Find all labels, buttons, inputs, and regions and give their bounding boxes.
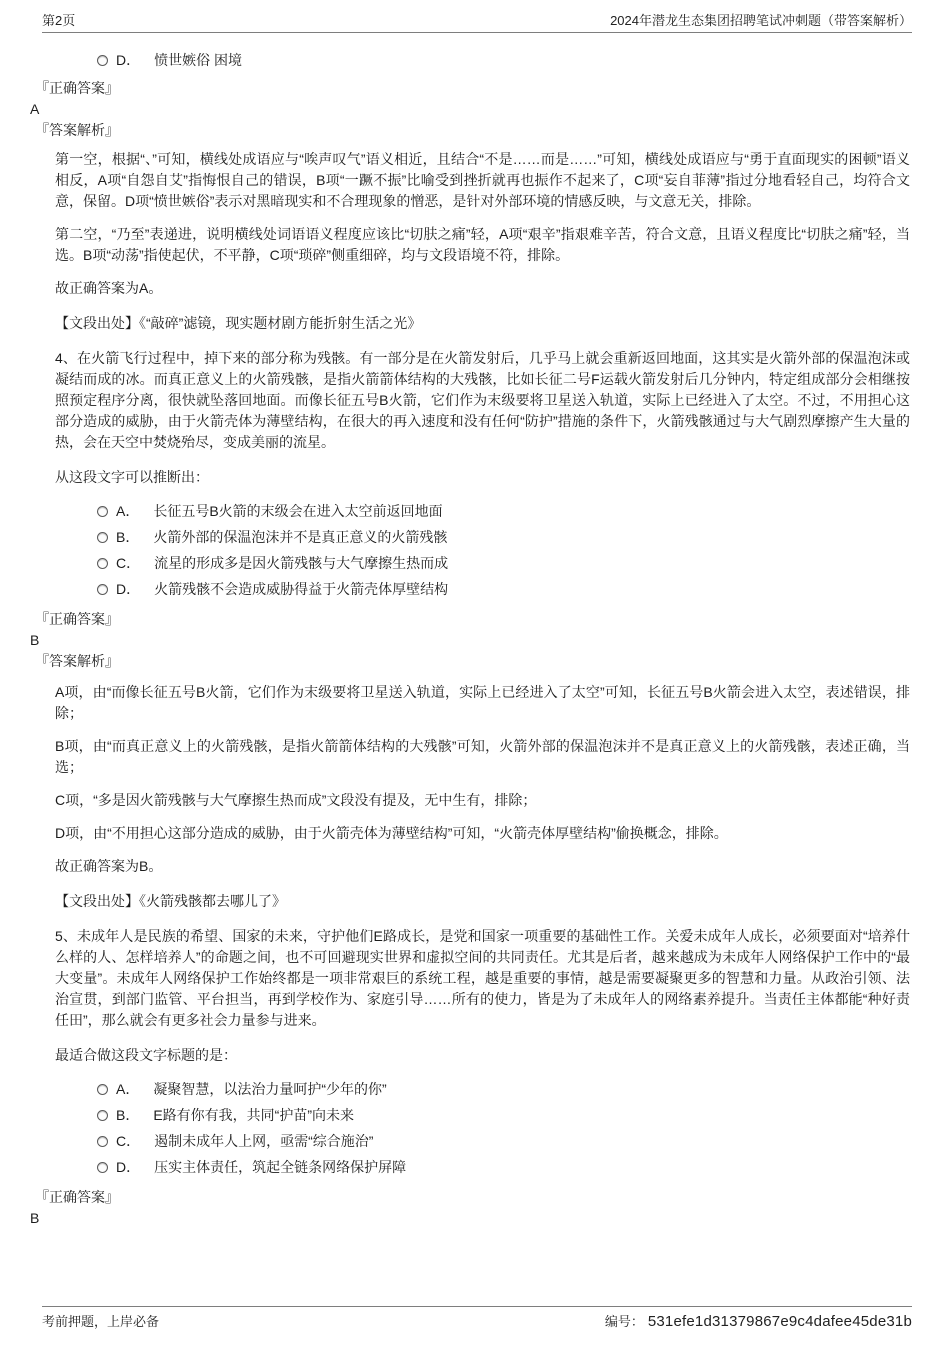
conclusion-line: 故正确答案为B。 (55, 858, 163, 874)
page-content (30, 40, 910, 1229)
question-stem: 4、在火箭飞行过程中，掉下来的部分称为残骸。有一部分是在火箭发射后，几乎马上就会重新返回地面，这其实是火箭外部的保温泡沫或凝结而成的冰。而真正意义上的火箭残骸，是指火箭箭体结构的大残骸，比如长征二号F运载火箭发射后几分钟内，特定组成部分会相继按照预定程序分离，很快就坠落回地面。而像长征五号B火箭，它们作为末级要将卫星送入轨道，实际上已经进入了太空。不过，不用担心这部分造成的威胁，由于火箭壳体为薄壁结构，在很大的再入速度和没有任何“防护”措施的条件下，火箭残骸通过与大气剧烈摩擦产生大量的热，会在天空中焚烧殆尽，变成美丽的流星。 (55, 350, 910, 450)
options-list (97, 1079, 910, 1178)
correct-answer-label: 『正确答案』 (35, 611, 119, 627)
option-text: 凝聚智慧，以法治力量呵护“少年的你” (153, 1081, 387, 1097)
option-text: 长征五号B火箭的末级会在进入太空前返回地面 (153, 503, 443, 519)
radio-icon[interactable] (97, 506, 108, 517)
analysis-paragraph: 第一空，根据“、”可知，横线处成语应与“唉声叹气”语义相近，且结合“不是……而是……”可知，横线处成语应与“勇于直面现实的困顿”语义相反，A项“自怨自艾”指悔恨自己的错误，B项“一蹶不振”比喻受到挫折就再也振作不起来了，C项“妄自菲薄”指过分地看轻自己，均符合文意，保留。D项“愤世嫉俗”表示对黑暗现实和不合理现象的憎恶，是针对外部环境的情感反映，与文意无关，排除。 (55, 151, 910, 209)
analysis-paragraph: C项，“多是因火箭残骸与大气摩擦生热而成”文段没有提及，无中生有，排除； (55, 792, 537, 808)
radio-icon[interactable] (97, 1084, 108, 1095)
option-row[interactable] (97, 1079, 910, 1100)
option-row[interactable] (97, 1105, 910, 1126)
analysis-paragraph: 第二空，“乃至”表递进，说明横线处词语语义程度应该比“切肤之痛”轻，A项“艰辛”指艰难辛苦，符合文意，且语义程度比“切肤之痛”轻，当选。B项“动荡”指使起伏，不平静，C项“琐碎”侧重细碎，均与文段语境不符，排除。 (55, 226, 910, 263)
option-row[interactable] (97, 579, 910, 600)
analysis-paragraph: B项，由“而真正意义上的火箭残骸，是指火箭箭体结构的大残骸”可知，火箭外部的保温泡沫并不是真正意义上的火箭残骸，表述正确，当选； (55, 738, 910, 775)
radio-icon[interactable] (97, 584, 108, 595)
option-letter: A． (116, 503, 140, 519)
radio-icon[interactable] (97, 1110, 108, 1121)
option-letter: B． (116, 1107, 140, 1123)
option-row[interactable] (97, 501, 910, 522)
option-text: 火箭外部的保温泡沫并不是真正意义的火箭残骸 (153, 529, 448, 545)
analysis-paragraph: D项，由“不用担心这部分造成的威胁，由于火箭壳体为薄壁结构”可知，“火箭壳体厚壁结构”偷换概念，排除。 (55, 825, 728, 841)
radio-icon[interactable] (97, 1162, 108, 1173)
radio-icon[interactable] (97, 558, 108, 569)
correct-answer-value: B (30, 1210, 40, 1226)
option-text: 压实主体责任，筑起全链条网络保护屏障 (154, 1159, 407, 1175)
serial-value: 531efe1d31379867e9c4dafee45de31b (647, 1313, 912, 1330)
option-letter: B． (116, 529, 140, 545)
option-row[interactable] (97, 527, 910, 548)
radio-icon[interactable] (97, 532, 108, 543)
source-line: 【文段出处】《“敲碎”滤镜，现实题材剧方能折射生活之光》 (55, 315, 422, 331)
option-row[interactable] (97, 50, 910, 71)
option-row[interactable] (97, 1131, 910, 1152)
option-text: 火箭残骸不会造成威胁得益于火箭壳体厚壁结构 (154, 581, 449, 597)
option-text: E路有你有我，共同“护苗”向未来 (153, 1107, 355, 1123)
page-number: 第2页 (42, 13, 76, 28)
correct-answer-label: 『正确答案』 (35, 1189, 119, 1205)
answer-analysis-label: 『答案解析』 (35, 653, 119, 669)
document-title: 2024年潜龙生态集团招聘笔试冲刺题（带答案解析） (610, 13, 912, 28)
page-footer (42, 1306, 912, 1332)
correct-answer-value: A (30, 101, 40, 117)
serial-label: 编号： (604, 1314, 644, 1329)
option-text: 流星的形成多是因火箭残骸与大气摩擦生热而成 (154, 555, 449, 571)
option-text: 愤世嫉俗 困境 (154, 52, 243, 68)
analysis-paragraph: A项，由“而像长征五号B火箭，它们作为末级要将卫星送入轨道，实际上已经进入了太空”可知，长征五号B火箭会进入太空，表述错误，排除； (55, 684, 910, 721)
option-text: 遏制未成年人上网，亟需“综合施治” (154, 1133, 374, 1149)
option-letter: C． (116, 1133, 141, 1149)
option-letter: D． (116, 581, 141, 597)
option-letter: D． (116, 52, 141, 68)
radio-icon[interactable] (97, 1136, 108, 1147)
source-line: 【文段出处】《火箭残骸都去哪儿了》 (55, 893, 286, 909)
radio-icon[interactable] (97, 55, 108, 66)
footer-serial (605, 1311, 912, 1332)
footer-slogan: 考前押题，上岸必备 (42, 1314, 160, 1329)
correct-answer-value: B (30, 632, 40, 648)
question-stem: 5、未成年人是民族的希望、国家的未来，守护他们E路成长，是党和国家一项重要的基础性工作。关爱未成年人成长，必须要面对“培养什么样的人、怎样培养人”的命题之间，也不可回避现实世界和虚拟空间的共同责任。尤其是后者，越来越成为未成年人网络保护工作中的“最大变量”。未成年人网络保护工作始终都是一项非常艰巨的系统工程，越是重要的事情，越是需要凝聚更多的智慧和力量。从政治引领、法治宣贯，到部门监管、平台担当，再到学校作为、家庭引导……所有的使力，皆是为了未成年人的网络素养提升。当责任主体都能“种好责任田”，那么就会有更多社会力量参与进来。 (55, 928, 910, 1028)
conclusion-line: 故正确答案为A。 (55, 280, 163, 296)
question-prompt: 从这段文字可以推断出： (55, 469, 209, 485)
option-letter: A． (116, 1081, 140, 1097)
option-row[interactable] (97, 1157, 910, 1178)
question-prompt: 最适合做这段文字标题的是： (55, 1047, 237, 1063)
page-header (42, 12, 912, 33)
option-letter: C． (116, 555, 141, 571)
option-row[interactable] (97, 553, 910, 574)
option-letter: D． (116, 1159, 141, 1175)
correct-answer-label: 『正确答案』 (35, 80, 119, 96)
answer-analysis-label: 『答案解析』 (35, 122, 119, 138)
options-list (97, 501, 910, 600)
